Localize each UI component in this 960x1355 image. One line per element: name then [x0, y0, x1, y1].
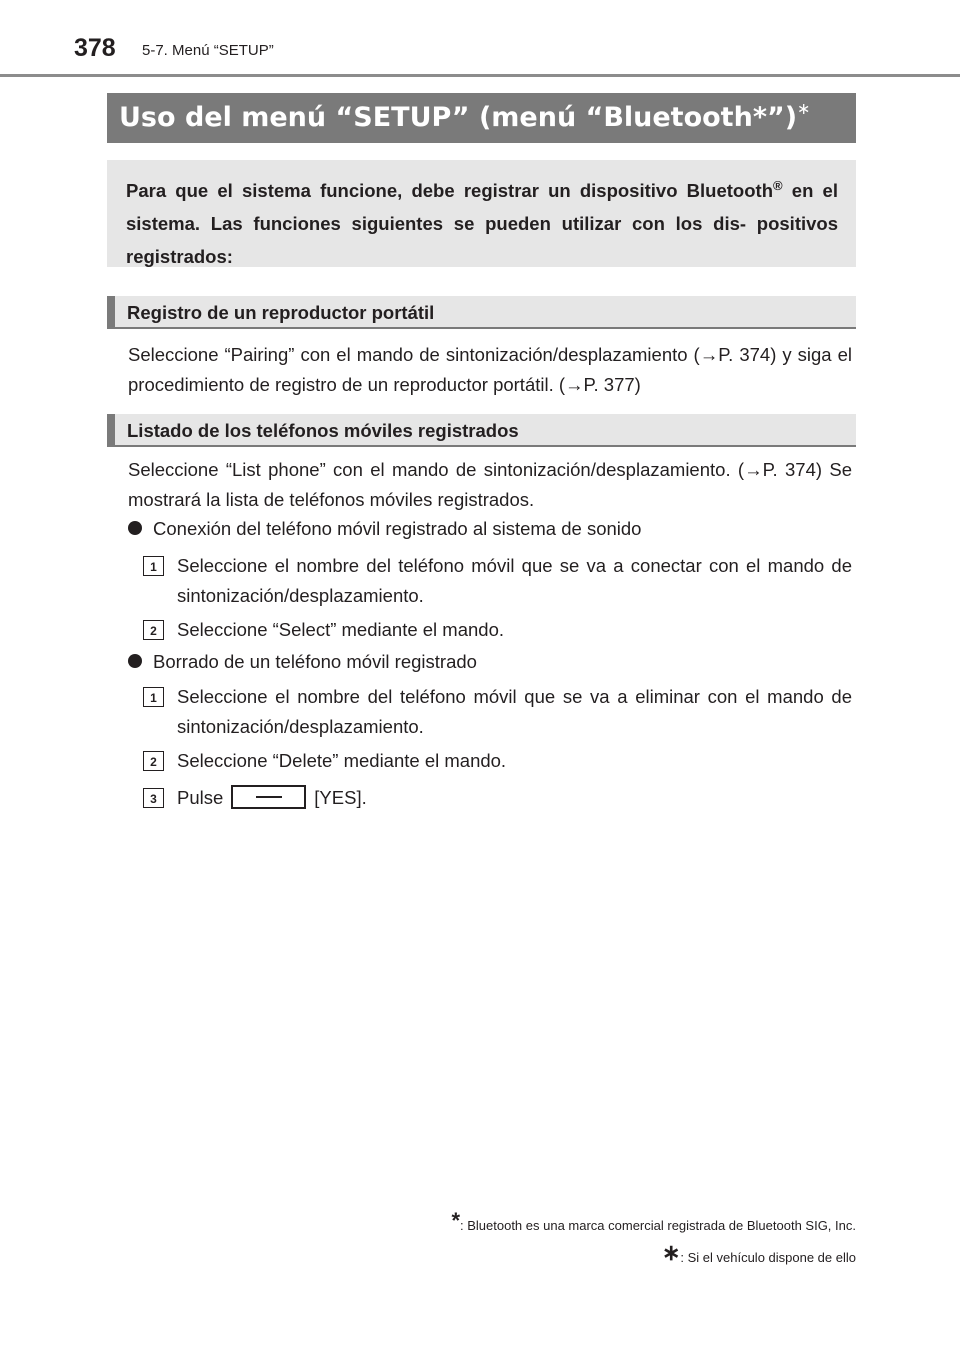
step-text-before: Pulse: [177, 787, 224, 808]
footnote-text: : Si el vehículo dispone de ello: [680, 1250, 856, 1265]
bullet-icon: [128, 521, 142, 535]
step-text: Seleccione “Select” mediante el mando.: [177, 619, 505, 640]
step-number: 2: [143, 620, 164, 640]
arrow-icon: →: [744, 459, 763, 480]
footnote-mark: ∗: [661, 1240, 681, 1265]
step-item: [143, 551, 852, 611]
bullet-icon: [128, 654, 142, 668]
footnote-if-equipped: [662, 1240, 856, 1266]
step-item: [143, 783, 852, 813]
bullet-delete-phone: [128, 647, 477, 677]
step-number: 2: [143, 751, 164, 771]
running-head: 5-7. Menú “SETUP”: [142, 42, 274, 59]
pairing-text-a: Seleccione “Pairing” con el mando de sintonización/desplazamiento (: [128, 344, 700, 365]
pairing-text-c: P. 377): [583, 374, 641, 395]
pairing-text-b: P. 374) y siga el procedimiento de registro de un reproductor portátil. (: [128, 344, 852, 395]
bullet-connect-phone: [128, 514, 641, 544]
title-asterisk: ∗: [797, 99, 811, 118]
bullet-text: Borrado de un teléfono móvil registrado: [153, 651, 477, 672]
section-heading-portable-player: Registro de un reproductor portátil: [107, 296, 856, 329]
footnote-text: : Bluetooth es una marca comercial registrada de Bluetooth SIG, Inc.: [460, 1218, 856, 1233]
page-title: [107, 93, 856, 143]
step-text-after: [YES].: [314, 787, 367, 808]
step-item: [143, 615, 852, 645]
intro-text-1: Para que el sistema funcione, debe registrar un dispositivo Bluetooth: [126, 180, 773, 201]
footnote-trademark: [451, 1208, 856, 1234]
header-rule: [0, 74, 960, 77]
title-text: Uso del menú “SETUP” (menú “Bluetooth: [119, 102, 753, 133]
step-number: 3: [143, 788, 164, 808]
button-glyph: [256, 796, 282, 798]
bullet-text: Conexión del teléfono móvil registrado al sistema de sonido: [153, 518, 642, 539]
list-phone-paragraph: [128, 455, 852, 515]
list-phone-text-a: Seleccione “List phone” con el mando de sintonización/desplazamiento. (: [128, 459, 745, 480]
step-text: [177, 783, 852, 813]
step-text: Seleccione el nombre del teléfono móvil que se va a conectar con el mando de sintonización/desplazamiento.: [177, 555, 852, 606]
registered-mark: ®: [773, 177, 783, 193]
arrow-icon: →: [699, 344, 719, 365]
list-phone-text-b: P. 374) Se mostrará la lista de teléfonos móviles registrados.: [128, 459, 852, 510]
intro-text-2: en el sistema. Las funciones siguientes se pueden utilizar con los dis- positivos registrados:: [126, 180, 838, 267]
step-number: 1: [143, 556, 164, 576]
intro-box: [107, 160, 856, 267]
pairing-paragraph: [128, 340, 852, 400]
title-star: *: [752, 102, 767, 133]
title-closing: ”): [766, 102, 798, 133]
step-number: 1: [143, 687, 164, 707]
footnote-mark: *: [451, 1208, 460, 1233]
back-button-icon: [231, 785, 306, 809]
step-item: [143, 682, 852, 742]
step-text: Seleccione el nombre del teléfono móvil que se va a eliminar con el mando de sintonización/desplazamiento.: [177, 686, 852, 737]
section-heading-registered-phones: Listado de los teléfonos móviles registrados: [107, 414, 856, 447]
step-item: [143, 746, 852, 776]
arrow-icon: →: [565, 374, 584, 395]
page-number: 378: [74, 34, 116, 62]
step-text: Seleccione “Delete” mediante el mando.: [177, 750, 507, 771]
